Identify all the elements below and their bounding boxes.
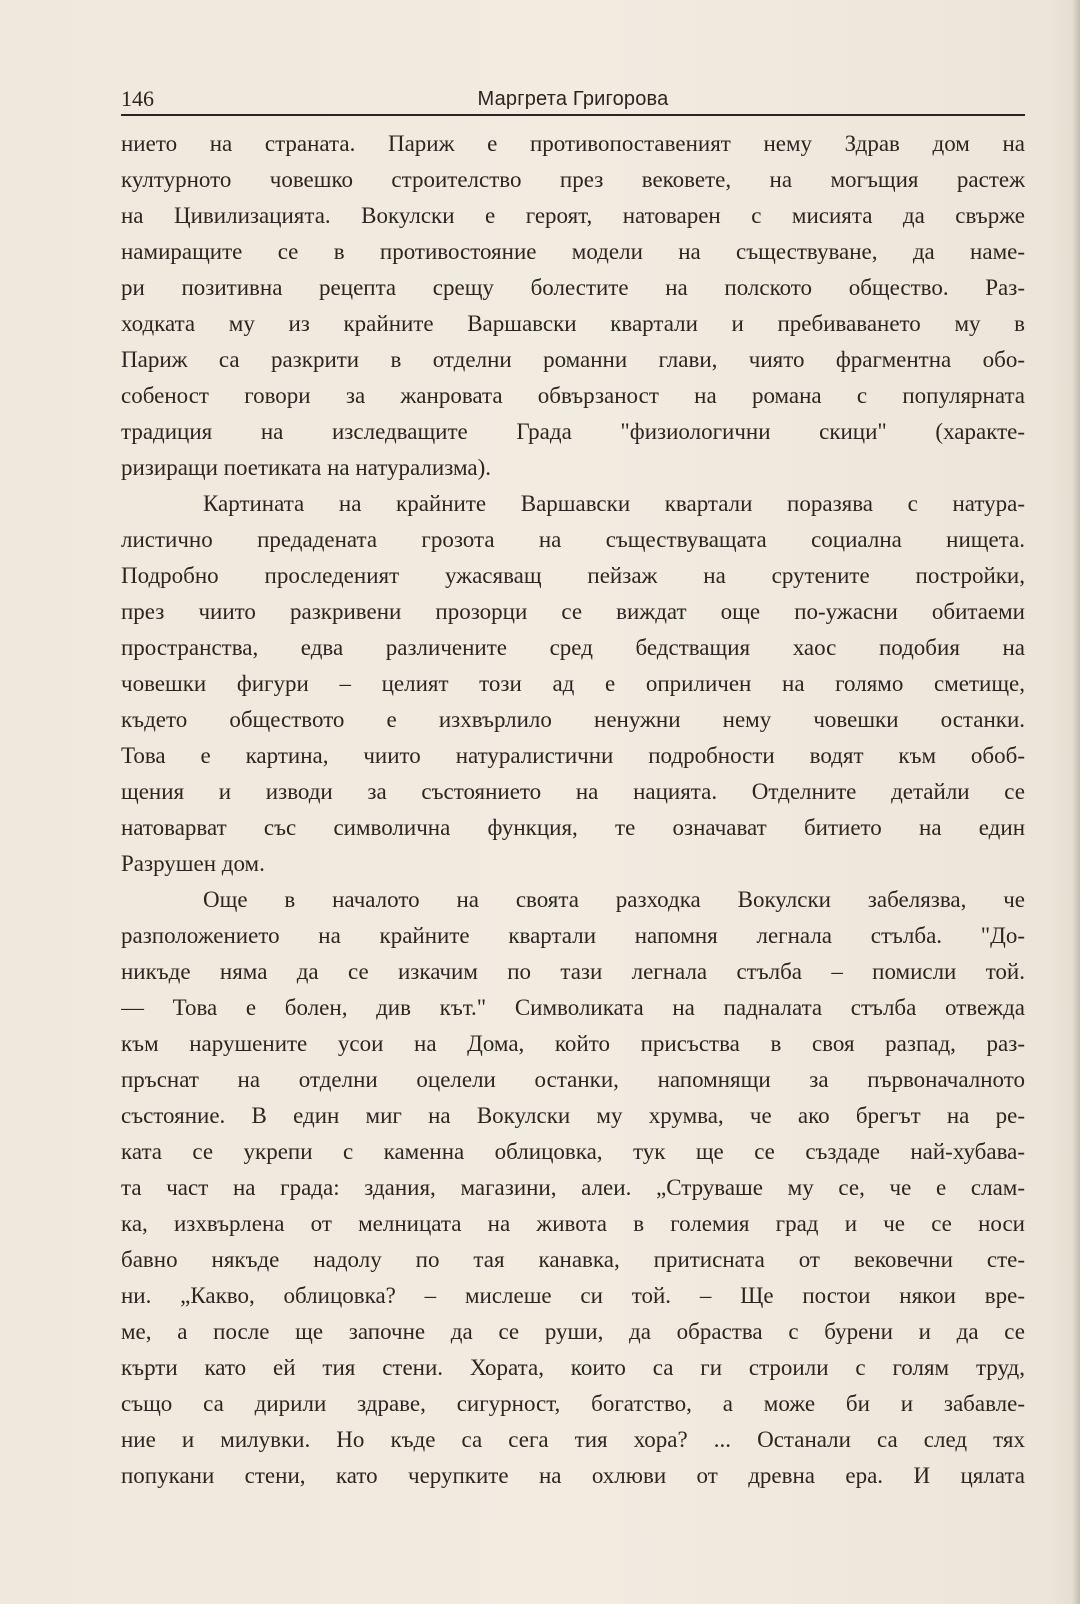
text-line: Подробно проследеният ужасяващ пейзаж на срутените постройки,: [121, 563, 1025, 588]
text-line: никъде няма да се изкачим по тази легнала стълба – помисли той.: [121, 959, 1025, 984]
text-line: ка, изхвърлена от мелницата на живота в големия град и че се носи: [121, 1211, 1025, 1236]
text-line: също са дирили здраве, сигурност, богатство, а може би и забавле-: [121, 1391, 1025, 1416]
running-head: Маргрета Григорова: [477, 88, 669, 110]
text-line: натоварват със символична функция, те означават битието на един: [121, 815, 1025, 840]
text-line: Картината на крайните Варшавски квартали поразява с натура-: [203, 491, 1025, 516]
text-line: традиция на изследващите Града "физиологични скици" (характе-: [121, 419, 1025, 444]
text-line: ходката му из крайните Варшавски квартали и пребиваването му в: [121, 311, 1025, 336]
text-line: намиращите се в противостояние модели на съществуване, да наме-: [121, 239, 1025, 264]
text-line: ри позитивна рецепта срещу болестите на полското общество. Раз-: [121, 275, 1025, 300]
text-line: попукани стени, като черупките на охлюви от древна ера. И цялата: [121, 1463, 1025, 1488]
text-line: Това е картина, чиито натуралистични подробности водят към обоб-: [121, 743, 1025, 768]
text-line: собеност говори за жанровата обвързаност на романа с популярната: [121, 383, 1025, 408]
text-line: състояние. В един миг на Вокулски му хрумва, че ако брегът на ре-: [121, 1103, 1025, 1128]
text-line: ме, а после ще започне да се руши, да обраства с бурени и да се: [121, 1319, 1025, 1344]
text-line: към нарушените усои на Дома, който присъства в своя разпад, раз-: [121, 1031, 1025, 1056]
text-line: Още в началото на своята разходка Вокулски забелязва, че: [203, 887, 1025, 912]
text-line: пръснат на отделни оцелели останки, напомнящи за първоначалното: [121, 1067, 1025, 1092]
text-line: човешки фигури – целият този ад е оприличен на голямо сметище,: [121, 671, 1025, 696]
text-line: Разрушен дом.: [121, 851, 265, 876]
text-line: ние и милувки. Но къде са сега тия хора? ... Останали са след тях: [121, 1427, 1025, 1452]
text-line: — Това е болен, див кът." Символиката на падналата стълба отвежда: [121, 995, 1025, 1020]
page-edge-shadow: [1072, 0, 1080, 1604]
text-line: ката се укрепи с каменна облицовка, тук ще се създаде най-хубава-: [121, 1139, 1025, 1164]
text-line: разположението на крайните квартали напомня легнала стълба. "До-: [121, 923, 1025, 948]
text-line: през чиито разкривени прозорци се виждат още по-ужасни обитаеми: [121, 599, 1025, 624]
text-line: на Цивилизацията. Вокулски е героят, натоварен с мисията да свърже: [121, 203, 1025, 228]
text-line: нието на страната. Париж е противопоставеният нему Здрав дом на: [121, 131, 1025, 156]
text-line: пространства, едва различените сред бедстващия хаос подобия на: [121, 635, 1025, 660]
page-header: [121, 84, 1025, 116]
text-line: Париж са разкрити в отделни романни глави, чиято фрагментна обо-: [121, 347, 1025, 372]
paragraph-3: [121, 882, 1025, 1494]
body-text: [121, 126, 1025, 1494]
text-line: ни. „Какво, облицовка? – мислеше си той. – Ще постои някои вре-: [121, 1283, 1025, 1308]
paragraph-2: [121, 486, 1025, 882]
text-line: кърти като ей тия стени. Хората, които са ги строили с голям труд,: [121, 1355, 1025, 1380]
text-line: където обществото е изхвърлило ненужни нему човешки останки.: [121, 707, 1025, 732]
text-line: щения и изводи за състоянието на нацията. Отделните детайли се: [121, 779, 1025, 804]
text-line: листично предадената грозота на съществуващата социална нищета.: [121, 527, 1025, 552]
text-line: ризиращи поетиката на натурализма).: [121, 455, 491, 480]
page-number: 146: [121, 86, 154, 111]
text-line: културното човешко строителство през вековете, на могъщия растеж: [121, 167, 1025, 192]
paragraph-1: [121, 126, 1025, 486]
text-line: бавно някъде надолу по тая канавка, притисната от вековечни сте-: [121, 1247, 1025, 1272]
text-line: та част на града: здания, магазини, алеи. „Струваше му се, че е слам-: [121, 1175, 1025, 1200]
